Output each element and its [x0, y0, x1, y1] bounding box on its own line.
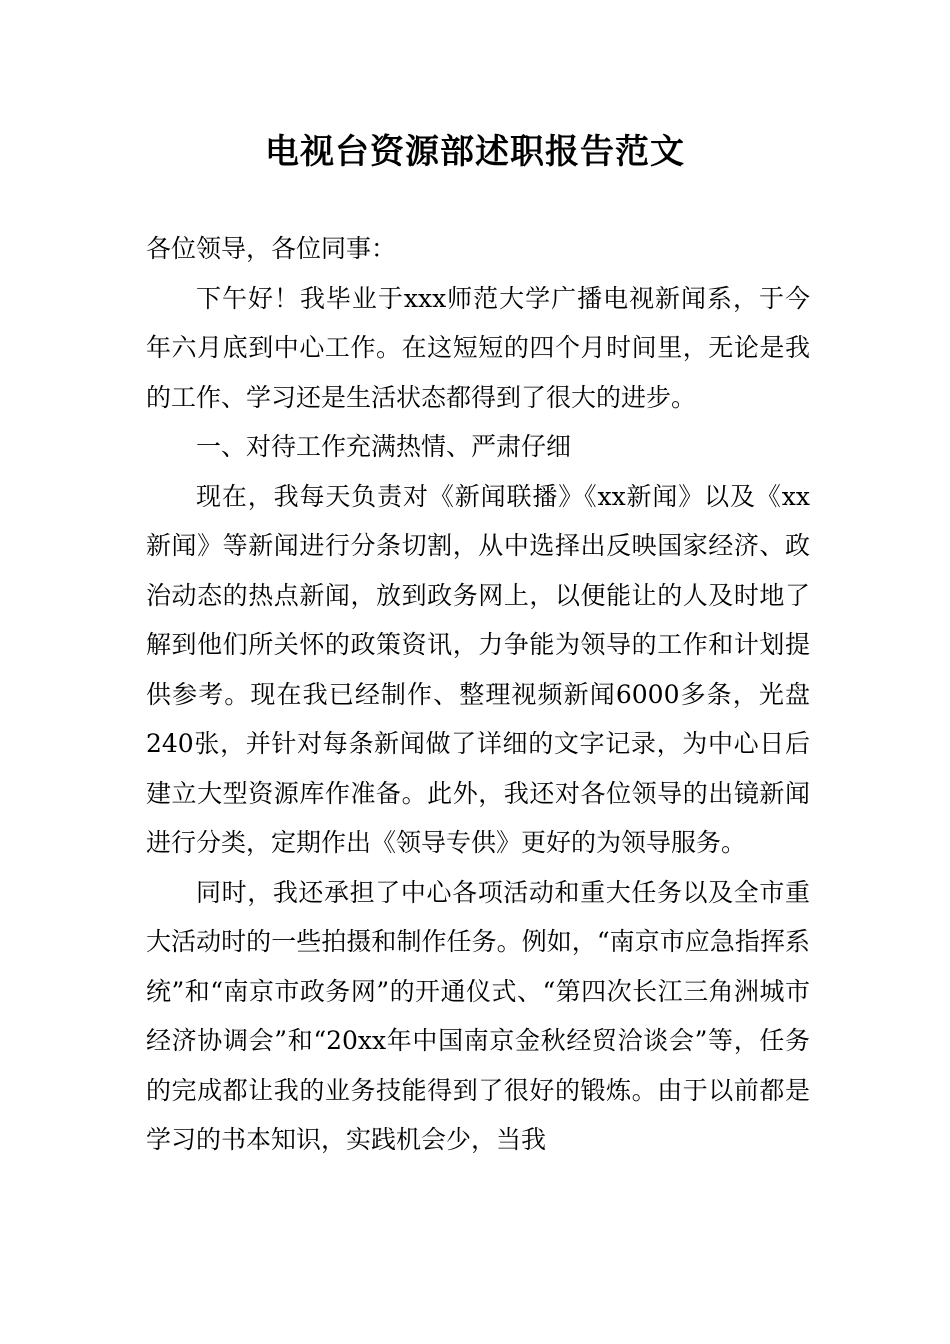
salutation-paragraph: 各位领导，各位同事： [146, 234, 397, 263]
greeting-paragraph: 下午好！我毕业于xxx师范大学广播电视新闻系，于今年六月底到中心工作。在这短短的四个月时间里，无论是我的工作、学习还是生活状态都得到了很大的进步。 [146, 283, 810, 412]
section-heading: 一、对待工作充满热情、严肃仔细 [196, 432, 572, 461]
document-title: 电视台资源部述职报告范文 [265, 132, 685, 172]
document-body [146, 224, 810, 1165]
body-paragraph: 同时，我还承担了中心各项活动和重大任务以及全市重大活动时的一些拍摄和制作任务。例如，“南京市应急指挥系统”和“南京市政务网”的开通仪式、“第四次长江三角洲城市经济协调会”和“20xx年中国南京金秋经贸洽谈会”等，任务的完成都让我的业务技能得到了很好的锻炼。由于以前都是学习的书本知识，实践机会少，当我 [146, 877, 810, 1154]
body-paragraph: 现在，我每天负责对《新闻联播》《xx新闻》以及《xx新闻》等新闻进行分条切割，从中选择出反映国家经济、政治动态的热点新闻，放到政务网上，以便能让的人及时地了解到他们所关怀的政策资讯，力争能为领导的工作和计划提供参考。现在我已经制作、整理视频新闻6000多条，光盘240张，并针对每条新闻做了详细的文字记录，为中心日后建立大型资源库作准备。此外，我还对各位领导的出镜新闻进行分类，定期作出《领导专供》更好的为领导服务。 [146, 481, 810, 857]
